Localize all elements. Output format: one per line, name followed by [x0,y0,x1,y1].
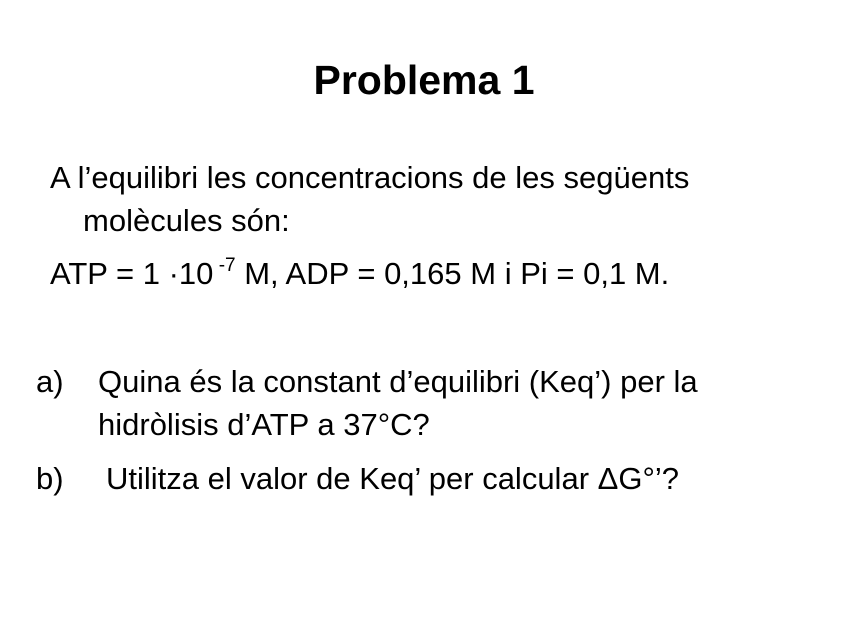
concentration-atp: ATP = 1 ·10 [50,256,214,291]
question-a-marker: a) [36,364,64,399]
question-a-line-2: hidròlisis d’ATP a 37°C? [98,407,430,442]
question-a-line-1: Quina és la constant d’equilibri (Keq’) per la [98,364,698,399]
question-b-line-1: Utilitza el valor de Keq’ per calcular ΔG°’? [106,461,679,496]
slide-title: Problema 1 [313,57,535,103]
concentration-rest: M, ADP = 0,165 M i Pi = 0,1 M. [235,256,670,291]
intro-line-2: molècules són: [83,203,290,238]
question-b-marker: b) [36,461,64,496]
concentrations-line [50,254,669,299]
exponent: -7 [213,255,236,276]
intro-line-1: A l’equilibri les concentracions de les següents [50,160,690,195]
